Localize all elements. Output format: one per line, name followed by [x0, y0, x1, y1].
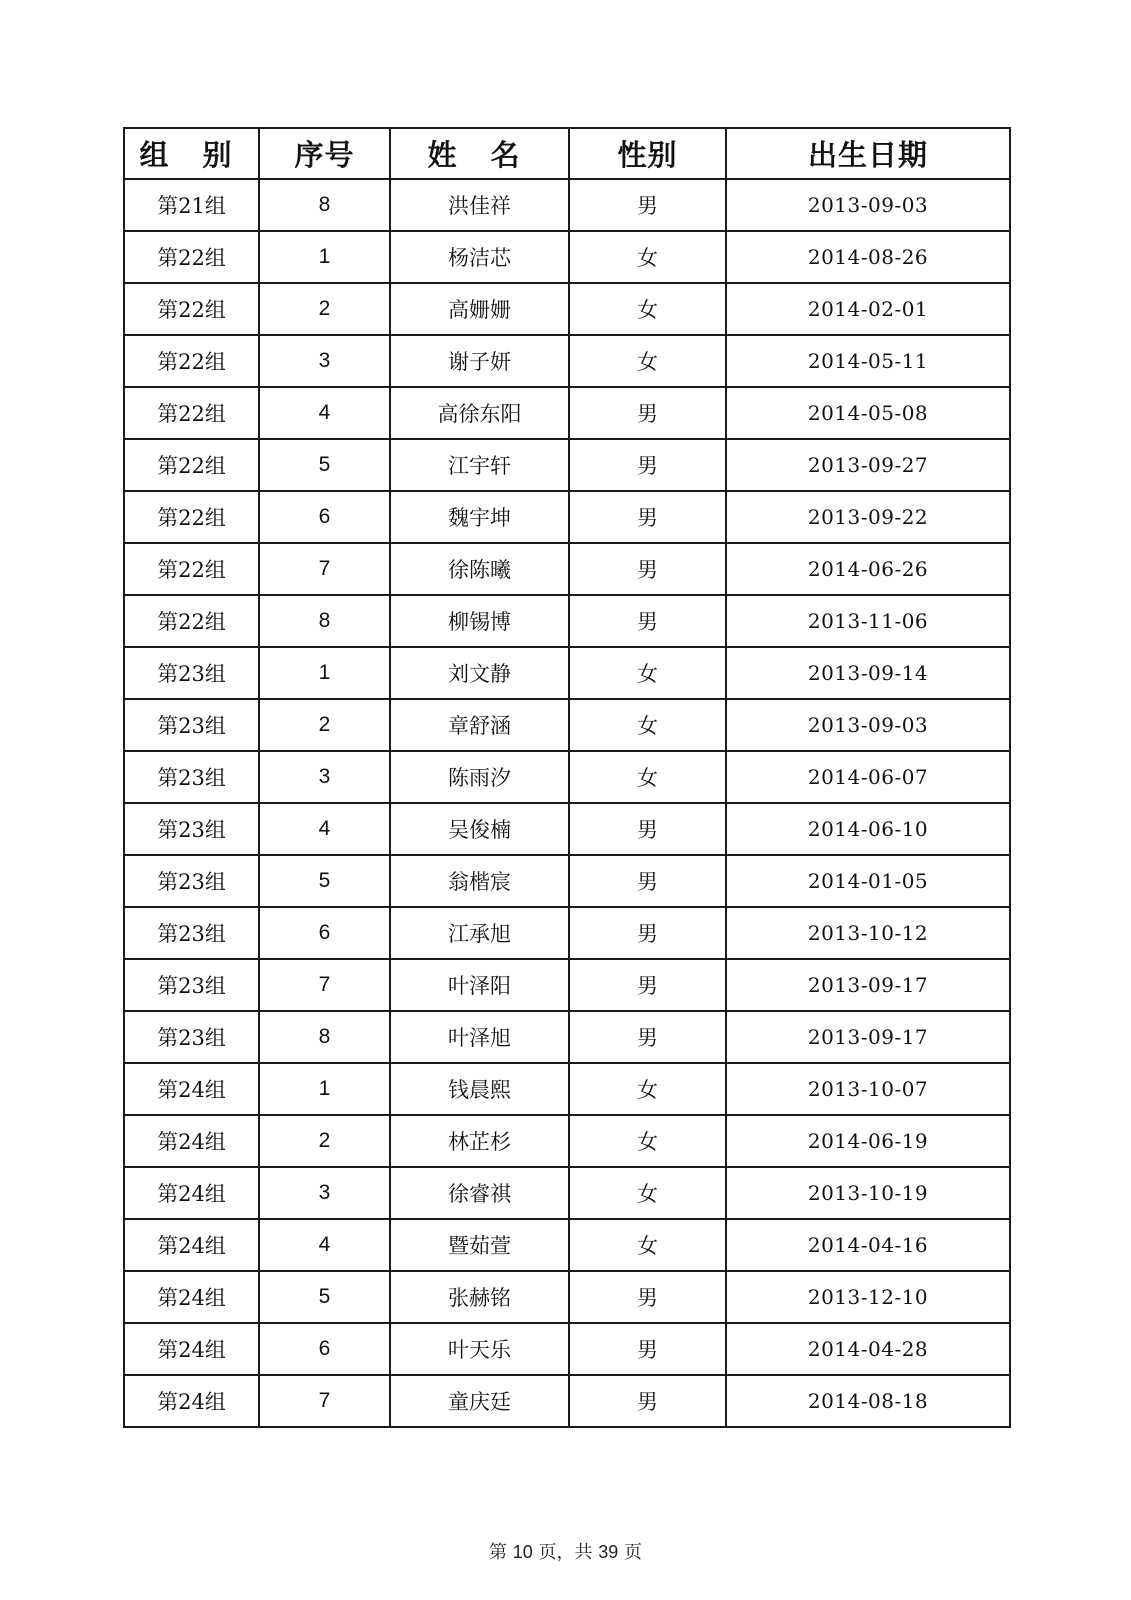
current-page-number: 10: [512, 1542, 533, 1562]
table-row: [124, 959, 1010, 1011]
cell-gender: 女: [569, 1219, 726, 1271]
cell-birth-date: 2014-04-16: [726, 1219, 1010, 1271]
cell-group: 第24组: [124, 1323, 259, 1375]
cell-group: 第24组: [124, 1167, 259, 1219]
table-row: [124, 543, 1010, 595]
cell-birth-date: 2013-09-03: [726, 699, 1010, 751]
table-row: [124, 751, 1010, 803]
cell-birth-date: 2013-10-19: [726, 1167, 1010, 1219]
cell-seq: 7: [259, 543, 390, 595]
table-row: [124, 647, 1010, 699]
cell-name: 柳锡博: [390, 595, 569, 647]
table-row: [124, 803, 1010, 855]
cell-seq: 8: [259, 179, 390, 231]
cell-group: 第22组: [124, 335, 259, 387]
table-row: [124, 231, 1010, 283]
cell-name: 高姗姗: [390, 283, 569, 335]
table-row: [124, 595, 1010, 647]
cell-seq: 2: [259, 283, 390, 335]
total-pages-number: 39: [598, 1542, 619, 1562]
header-group: 组 别: [124, 128, 259, 179]
cell-name: 江宇轩: [390, 439, 569, 491]
table-header-row: [124, 128, 1010, 179]
cell-name: 陈雨汐: [390, 751, 569, 803]
cell-seq: 4: [259, 387, 390, 439]
cell-group: 第23组: [124, 647, 259, 699]
cell-seq: 8: [259, 595, 390, 647]
cell-group: 第24组: [124, 1115, 259, 1167]
cell-group: 第24组: [124, 1375, 259, 1427]
cell-seq: 4: [259, 803, 390, 855]
cell-gender: 男: [569, 491, 726, 543]
header-name: 姓 名: [390, 128, 569, 179]
cell-gender: 男: [569, 959, 726, 1011]
cell-birth-date: 2014-01-05: [726, 855, 1010, 907]
cell-group: 第23组: [124, 907, 259, 959]
cell-group: 第22组: [124, 439, 259, 491]
table-row: [124, 1167, 1010, 1219]
cell-seq: 5: [259, 1271, 390, 1323]
cell-birth-date: 2014-05-08: [726, 387, 1010, 439]
cell-birth-date: 2014-08-18: [726, 1375, 1010, 1427]
cell-name: 洪佳祥: [390, 179, 569, 231]
cell-group: 第23组: [124, 751, 259, 803]
cell-name: 高徐东阳: [390, 387, 569, 439]
header-gender: 性别: [569, 128, 726, 179]
table-row: [124, 1063, 1010, 1115]
cell-seq: 3: [259, 1167, 390, 1219]
cell-gender: 男: [569, 387, 726, 439]
cell-name: 徐睿祺: [390, 1167, 569, 1219]
cell-seq: 6: [259, 491, 390, 543]
cell-name: 刘文静: [390, 647, 569, 699]
cell-name: 江承旭: [390, 907, 569, 959]
page-footer: [0, 1538, 1131, 1564]
cell-name: 童庆廷: [390, 1375, 569, 1427]
cell-birth-date: 2014-08-26: [726, 231, 1010, 283]
cell-group: 第22组: [124, 231, 259, 283]
cell-birth-date: 2014-02-01: [726, 283, 1010, 335]
cell-group: 第23组: [124, 803, 259, 855]
cell-gender: 男: [569, 1375, 726, 1427]
header-seq: 序号: [259, 128, 390, 179]
cell-seq: 3: [259, 335, 390, 387]
cell-birth-date: 2013-09-17: [726, 959, 1010, 1011]
table-row: [124, 699, 1010, 751]
cell-name: 谢子妍: [390, 335, 569, 387]
cell-group: 第24组: [124, 1271, 259, 1323]
cell-group: 第23组: [124, 855, 259, 907]
cell-name: 翁楷宸: [390, 855, 569, 907]
cell-gender: 女: [569, 751, 726, 803]
table-row: [124, 1219, 1010, 1271]
cell-group: 第22组: [124, 595, 259, 647]
cell-birth-date: 2013-11-06: [726, 595, 1010, 647]
cell-seq: 5: [259, 439, 390, 491]
table-row: [124, 335, 1010, 387]
cell-gender: 女: [569, 1167, 726, 1219]
footer-suffix: 页: [618, 1542, 642, 1563]
cell-seq: 4: [259, 1219, 390, 1271]
cell-group: 第23组: [124, 699, 259, 751]
cell-birth-date: 2013-10-07: [726, 1063, 1010, 1115]
cell-birth-date: 2014-06-07: [726, 751, 1010, 803]
cell-seq: 2: [259, 699, 390, 751]
cell-birth-date: 2014-06-10: [726, 803, 1010, 855]
cell-birth-date: 2013-09-17: [726, 1011, 1010, 1063]
cell-gender: 男: [569, 179, 726, 231]
cell-seq: 6: [259, 907, 390, 959]
cell-seq: 6: [259, 1323, 390, 1375]
cell-seq: 1: [259, 647, 390, 699]
table-row: [124, 1375, 1010, 1427]
cell-gender: 女: [569, 335, 726, 387]
cell-birth-date: 2013-12-10: [726, 1271, 1010, 1323]
cell-gender: 男: [569, 1323, 726, 1375]
cell-group: 第22组: [124, 387, 259, 439]
cell-name: 叶天乐: [390, 1323, 569, 1375]
cell-birth-date: 2014-04-28: [726, 1323, 1010, 1375]
table-row: [124, 1271, 1010, 1323]
cell-seq: 5: [259, 855, 390, 907]
cell-gender: 女: [569, 647, 726, 699]
cell-gender: 男: [569, 907, 726, 959]
cell-seq: 3: [259, 751, 390, 803]
cell-gender: 女: [569, 699, 726, 751]
roster-table: [123, 127, 1011, 1428]
cell-name: 张赫铭: [390, 1271, 569, 1323]
cell-group: 第23组: [124, 1011, 259, 1063]
cell-seq: 8: [259, 1011, 390, 1063]
cell-gender: 女: [569, 231, 726, 283]
footer-prefix: 第: [489, 1542, 513, 1563]
cell-name: 魏宇坤: [390, 491, 569, 543]
table-row: [124, 907, 1010, 959]
cell-name: 徐陈曦: [390, 543, 569, 595]
cell-group: 第24组: [124, 1219, 259, 1271]
cell-gender: 女: [569, 283, 726, 335]
footer-middle: 页，共: [532, 1542, 599, 1563]
cell-group: 第22组: [124, 283, 259, 335]
table-row: [124, 283, 1010, 335]
table-row: [124, 1323, 1010, 1375]
cell-gender: 女: [569, 1115, 726, 1167]
cell-gender: 男: [569, 595, 726, 647]
cell-gender: 男: [569, 1271, 726, 1323]
cell-seq: 2: [259, 1115, 390, 1167]
table-row: [124, 491, 1010, 543]
cell-seq: 1: [259, 231, 390, 283]
table-row: [124, 1115, 1010, 1167]
table-row: [124, 439, 1010, 491]
cell-birth-date: 2014-06-19: [726, 1115, 1010, 1167]
cell-group: 第21组: [124, 179, 259, 231]
cell-name: 钱晨熙: [390, 1063, 569, 1115]
cell-name: 叶泽阳: [390, 959, 569, 1011]
header-birth: 出生日期: [726, 128, 1010, 179]
table-body: [124, 179, 1010, 1427]
cell-birth-date: 2013-09-22: [726, 491, 1010, 543]
cell-gender: 男: [569, 855, 726, 907]
cell-group: 第24组: [124, 1063, 259, 1115]
table-row: [124, 855, 1010, 907]
cell-birth-date: 2013-09-27: [726, 439, 1010, 491]
cell-seq: 7: [259, 959, 390, 1011]
cell-birth-date: 2013-10-12: [726, 907, 1010, 959]
cell-name: 叶泽旭: [390, 1011, 569, 1063]
cell-birth-date: 2014-06-26: [726, 543, 1010, 595]
cell-name: 暨茹萱: [390, 1219, 569, 1271]
cell-gender: 男: [569, 1011, 726, 1063]
cell-birth-date: 2013-09-03: [726, 179, 1010, 231]
table-row: [124, 1011, 1010, 1063]
table-row: [124, 387, 1010, 439]
cell-gender: 男: [569, 439, 726, 491]
cell-seq: 7: [259, 1375, 390, 1427]
cell-birth-date: 2013-09-14: [726, 647, 1010, 699]
cell-group: 第22组: [124, 491, 259, 543]
cell-birth-date: 2014-05-11: [726, 335, 1010, 387]
cell-gender: 男: [569, 803, 726, 855]
cell-name: 杨洁芯: [390, 231, 569, 283]
cell-group: 第23组: [124, 959, 259, 1011]
cell-gender: 男: [569, 543, 726, 595]
cell-seq: 1: [259, 1063, 390, 1115]
table-row: [124, 179, 1010, 231]
cell-name: 吴俊楠: [390, 803, 569, 855]
cell-group: 第22组: [124, 543, 259, 595]
cell-gender: 女: [569, 1063, 726, 1115]
cell-name: 林芷杉: [390, 1115, 569, 1167]
cell-name: 章舒涵: [390, 699, 569, 751]
